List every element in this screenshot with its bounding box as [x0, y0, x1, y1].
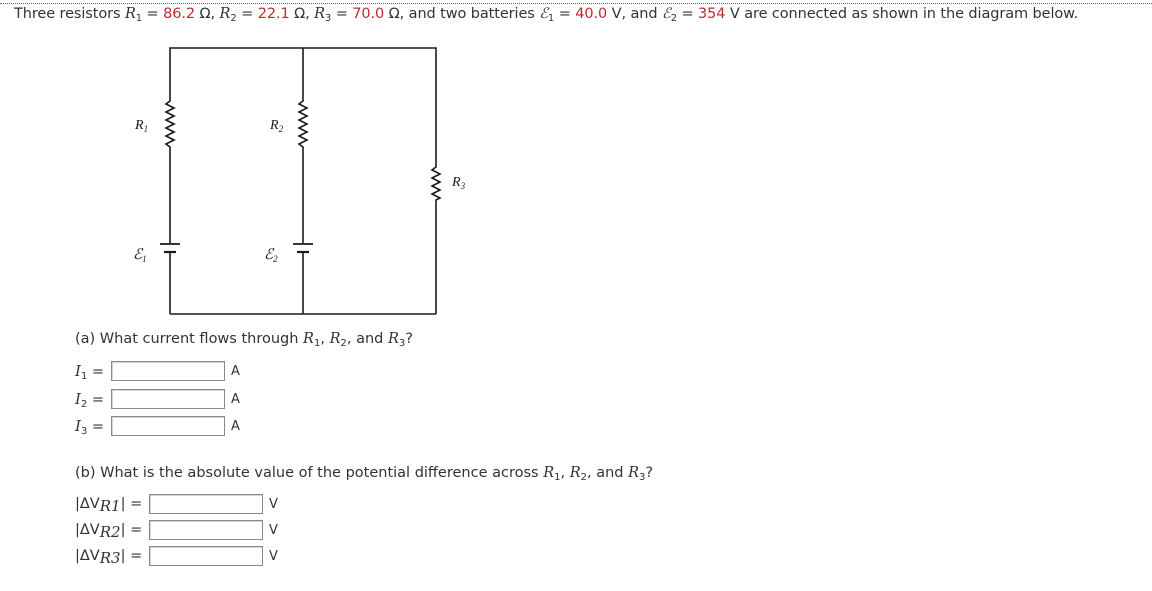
emf2-value: 354: [698, 6, 726, 22]
r3-subscript: 3: [324, 13, 332, 24]
voltage-r3-input[interactable]: [149, 546, 263, 566]
resistor-r2: [299, 98, 307, 149]
answer-label: $|\Delta V_{R3}|$ =: [75, 548, 143, 567]
r2-symbol: R: [219, 6, 231, 22]
r2-subscript: 2: [230, 13, 237, 24]
resistor-r3: [432, 165, 440, 202]
subscript: 2: [580, 472, 587, 483]
question-b: [75, 465, 653, 481]
ohm-unit: Ω,: [195, 6, 220, 22]
label-emf2: ℰ$_2$: [264, 247, 278, 264]
r3-value: 70.0: [352, 6, 385, 22]
question-a: [75, 331, 413, 347]
unit-label: A: [231, 418, 240, 434]
r1-value: 86.2: [163, 6, 195, 22]
answer-row-i3: [75, 416, 240, 436]
emf1-subscript: 1: [547, 13, 555, 24]
subscript: 3: [398, 338, 406, 349]
subscript: 1: [554, 472, 561, 483]
r-symbol: R: [569, 465, 581, 481]
current-i1-input[interactable]: [111, 361, 225, 381]
answer-label: $|\Delta V_{R2}|$ =: [75, 522, 143, 541]
subscript: 2: [340, 338, 347, 349]
voltage-r1-input[interactable]: [149, 494, 263, 514]
subscript: 3: [639, 472, 646, 483]
question-a-text: (a) What current flows through: [75, 331, 304, 347]
emf1-value: 40.0: [575, 6, 608, 22]
equals: =: [236, 6, 258, 22]
separator: ,: [320, 331, 330, 347]
unit-label: A: [231, 391, 240, 407]
unit-label: A: [231, 363, 240, 379]
r-symbol: R: [387, 331, 399, 347]
answer-row-i1: [75, 361, 240, 381]
voltage-r2-input[interactable]: [149, 520, 263, 540]
r2-value: 22.1: [257, 6, 290, 22]
answer-row-i2: [75, 389, 240, 409]
r3-symbol: R: [314, 6, 325, 22]
problem-text-end: V are connected as shown in the diagram below.: [725, 6, 1079, 22]
equals: =: [331, 6, 353, 22]
r-symbol: R: [628, 465, 640, 481]
subscript: 1: [313, 338, 321, 349]
equals: =: [142, 6, 164, 22]
answer-row-dv-r3: [75, 546, 278, 566]
answer-label: $I_1$ =: [75, 362, 105, 382]
unit-label: V: [269, 522, 278, 538]
label-r3: $R_3$: [452, 175, 466, 191]
r1-symbol: R: [124, 6, 136, 22]
r-symbol: R: [329, 331, 341, 347]
equals: =: [676, 6, 699, 22]
r1-subscript: 1: [135, 13, 143, 24]
answer-label: $I_3$ =: [75, 417, 105, 437]
label-r2: $R_2$: [270, 118, 284, 134]
ohm-unit-and: Ω, and two batteries: [384, 6, 540, 22]
separator: , and: [346, 331, 388, 347]
question-mark: ?: [645, 465, 654, 481]
separator: , and: [587, 465, 629, 481]
current-i2-input[interactable]: [111, 389, 225, 409]
answer-label: $|\Delta V_{R1}|$ =: [75, 496, 143, 515]
separator: ,: [560, 465, 570, 481]
question-b-text: (b) What is the absolute value of the potential difference across: [75, 465, 544, 481]
unit-label: V: [269, 496, 278, 512]
equals: =: [554, 6, 576, 22]
emf2-subscript: 2: [670, 13, 677, 24]
r-symbol: R: [543, 465, 555, 481]
label-emf1: ℰ$_1$: [133, 247, 147, 264]
unit-label: V: [269, 548, 278, 564]
problem-text: Three resistors: [14, 6, 125, 22]
question-mark: ?: [405, 331, 413, 347]
answer-row-dv-r2: [75, 520, 278, 540]
current-i3-input[interactable]: [111, 416, 225, 436]
volt-unit: V, and: [607, 6, 662, 22]
answer-row-dv-r1: [75, 494, 278, 514]
answer-label: $I_2$ =: [75, 390, 105, 410]
label-r1: $R_1$: [135, 118, 149, 134]
ohm-unit: Ω,: [289, 6, 315, 22]
emf1-symbol: ℰ: [539, 6, 548, 22]
r-symbol: R: [303, 331, 314, 347]
resistor-r1: [166, 98, 174, 149]
emf2-symbol: ℰ: [662, 6, 671, 22]
